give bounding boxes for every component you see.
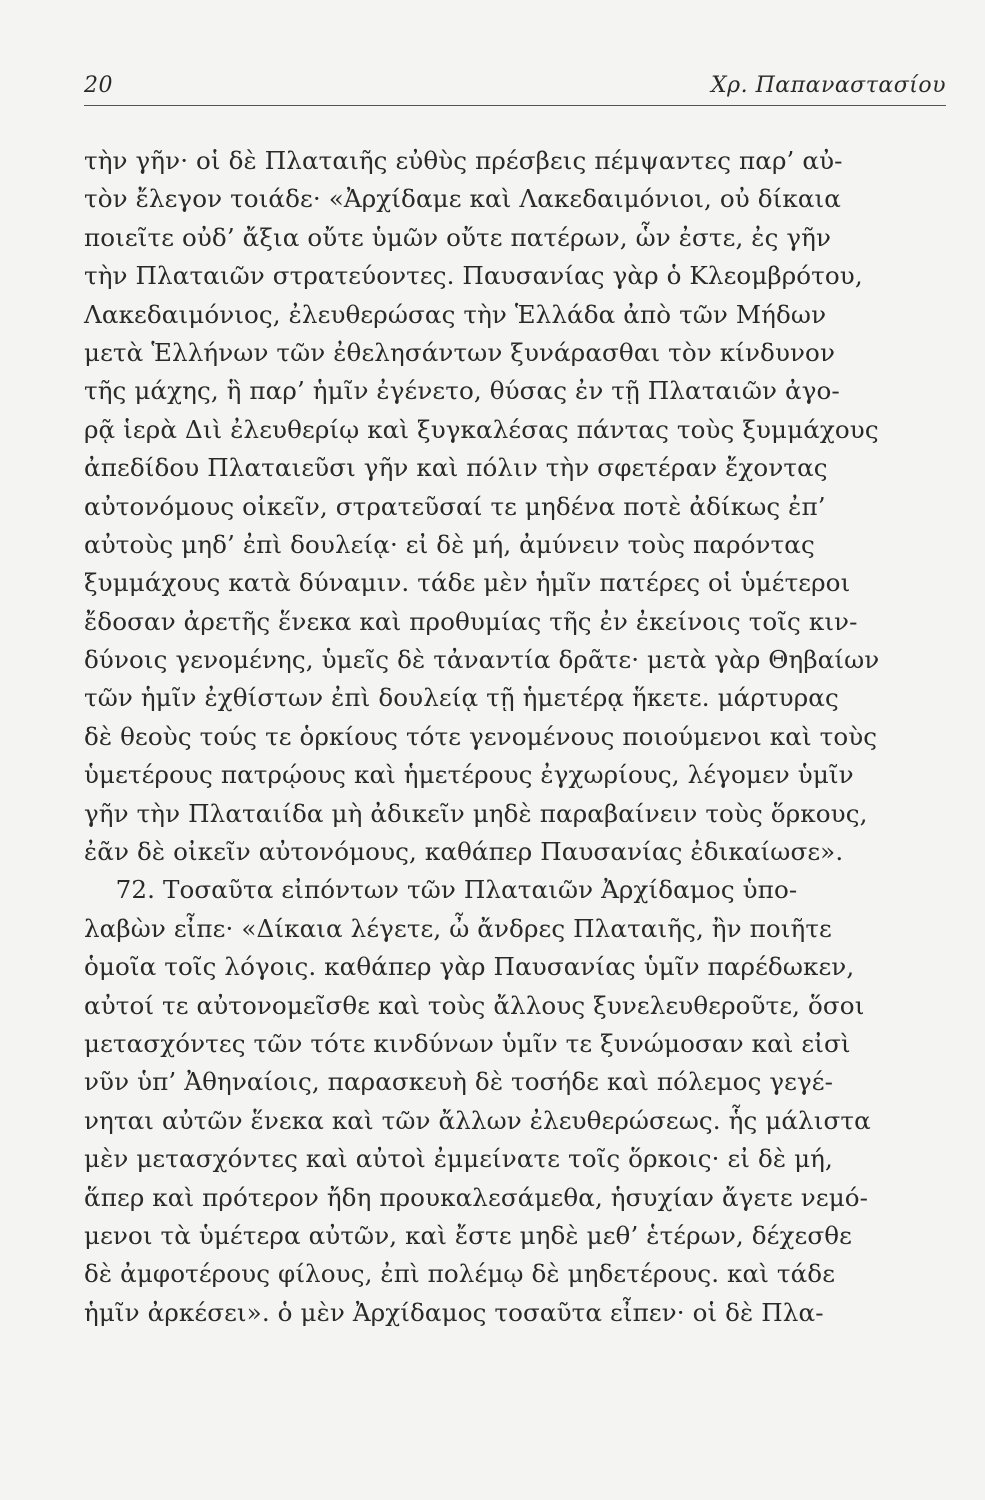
text-line: ἡμῖν ἀρκέσει». ὁ μὲν Ἀρχίδαμος τοσαῦτα εἶπεν· οἱ δὲ Πλα- [84, 1297, 824, 1327]
text-line: αὐτονόμους οἰκεῖν, στρατεῦσαί τε μηδένα ποτὲ ἀδίκως ἐπ’ [84, 491, 826, 521]
text-line: αὐτοί τε αὐτονομεῖσθε καὶ τοὺς ἄλλους ξυνελευθεροῦτε, ὅσοι [84, 990, 865, 1020]
text-line: τῆς μάχης, ἣ παρ’ ἡμῖν ἐγένετο, θύσας ἐν τῇ Πλαταιῶν ἀγο- [84, 376, 840, 406]
text-line: μὲν μετασχόντες καὶ αὐτοὶ ἐμμείνατε τοῖς ὅρκοις· εἰ δὲ μή, [84, 1144, 833, 1174]
text-line: μετὰ Ἑλλήνων τῶν ἐθελησάντων ξυνάρασθαι τὸν κίνδυνον [84, 337, 835, 367]
text-line: τὴν Πλαταιῶν στρατεύοντες. Παυσανίας γὰρ ὁ Κλεομβρότου, [84, 261, 863, 291]
text-line: Λακεδαιμόνιος, ἐλευθερώσας τὴν Ἑλλάδα ἀπὸ τῶν Μήδων [84, 299, 827, 329]
text-line: 72. Τοσαῦτα εἰπόντων τῶν Πλαταιῶν Ἀρχίδαμος ὑπο- [84, 875, 798, 905]
text-line: τὴν γῆν· οἱ δὲ Πλαταιῆς εὐθὺς πρέσβεις πέμψαντες παρ’ αὐ- [84, 146, 843, 175]
text-line: δὲ ἀμφοτέρους φίλους, ἐπὶ πολέμῳ δὲ μηδετέρους. καὶ τάδε [84, 1259, 836, 1289]
text-line: γῆν τὴν Πλαταιίδα μὴ ἀδικεῖν μηδὲ παραβαίνειν τοὺς ὅρκους, [84, 798, 868, 828]
text-line: ποιεῖτε οὐδ’ ἄξια οὔτε ὑμῶν οὔτε πατέρων, ὧν ἐστε, ἐς γῆν [84, 222, 832, 252]
text-line: τῶν ἡμῖν ἐχθίστων ἐπὶ δουλείᾳ τῇ ἡμετέρᾳ ἥκετε. μάρτυρας [84, 683, 839, 713]
page-number: 20 [84, 73, 113, 98]
text-line: ξυμμάχους κατὰ δύναμιν. τάδε μὲν ἡμῖν πατέρες οἱ ὑμέτεροι [84, 568, 851, 598]
header-rule [84, 105, 946, 106]
text-line: μενοι τὰ ὑμέτερα αὐτῶν, καὶ ἔστε μηδὲ μεθ’ ἑτέρων, δέχεσθε [84, 1220, 852, 1250]
text-line: αὐτοὺς μηδ’ ἐπὶ δουλείᾳ· εἰ δὲ μή, ἀμύνειν τοὺς παρόντας [84, 529, 815, 559]
text-line: ρᾷ ἱερὰ Διὶ ἐλευθερίῳ καὶ ξυγκαλέσας πάντας τοὺς ξυμμάχους [84, 414, 879, 444]
text-line: λαβὼν εἶπε· «Δίκαια λέγετε, ὦ ἄνδρες Πλαταιῆς, ἢν ποιῆτε [84, 913, 832, 943]
text-line: ὁμοῖα τοῖς λόγοις. καθάπερ γὰρ Παυσανίας ὑμῖν παρέδωκεν, [84, 952, 855, 982]
text-line: τὸν ἔλεγον τοιάδε· «Ἀρχίδαμε καὶ Λακεδαιμόνιοι, οὐ δίκαια [84, 184, 841, 214]
text-line: μετασχόντες τῶν τότε κινδύνων ὑμῖν τε ξυνώμοσαν καὶ εἰσὶ [84, 1028, 851, 1058]
text-line: νηται αὐτῶν ἕνεκα καὶ τῶν ἄλλων ἐλευθερώσεως. ἧς μάλιστα [84, 1105, 871, 1135]
running-head [84, 73, 946, 103]
text-line: δύνοις γενομένης, ὑμεῖς δὲ τἀναντία δρᾶτε· μετὰ γὰρ Θηβαίων [84, 645, 880, 675]
body-text [84, 142, 964, 1332]
text-line: ἀπεδίδου Πλαταιεῦσι γῆν καὶ πόλιν τὴν σφετέραν ἔχοντας [84, 453, 828, 483]
text-line: ἅπερ καὶ πρότερον ἤδη προυκαλεσάμεθα, ἡσυχίαν ἄγετε νεμό- [84, 1182, 869, 1212]
text-line: ὑμετέρους πατρῴους καὶ ἡμετέρους ἐγχωρίους, λέγομεν ὑμῖν [84, 760, 854, 790]
text-line: νῦν ὑπ’ Ἀθηναίοις, παρασκευὴ δὲ τοσήδε καὶ πόλεμος γεγέ- [84, 1067, 834, 1097]
text-line: δὲ θεοὺς τούς τε ὁρκίους τότε γενομένους ποιούμενοι καὶ τοὺς [84, 721, 878, 751]
running-title: Χρ. Παπαναστασίου [711, 73, 946, 98]
text-line: ἐᾶν δὲ οἰκεῖν αὐτονόμους, καθάπερ Παυσανίας ἐδικαίωσε». [84, 837, 844, 867]
text-line: ἔδοσαν ἀρετῆς ἕνεκα καὶ προθυμίας τῆς ἐν ἐκείνοις τοῖς κιν- [84, 606, 858, 636]
